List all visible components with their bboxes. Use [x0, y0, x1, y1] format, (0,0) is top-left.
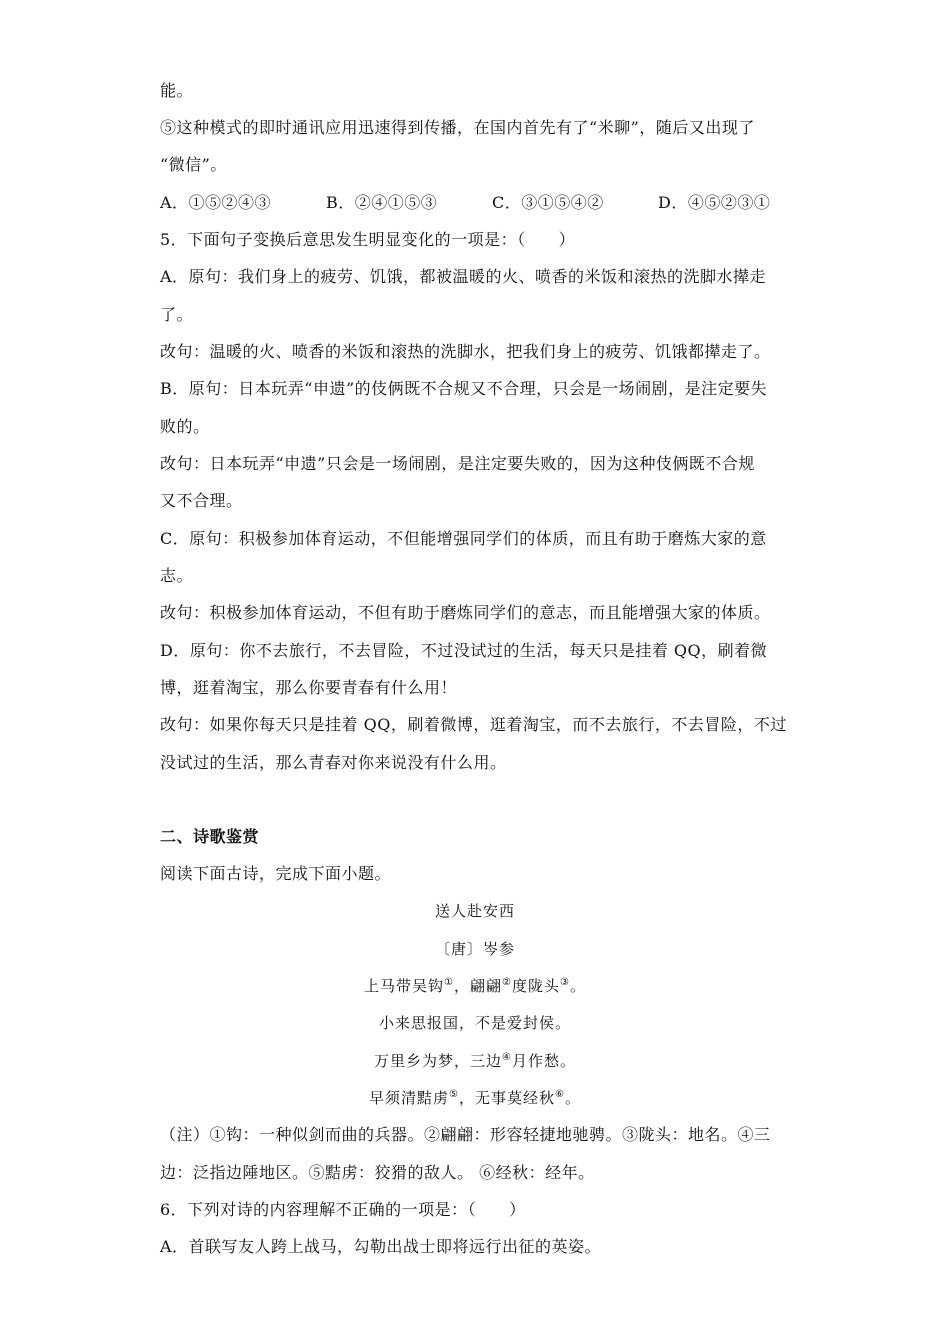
q6-option-a: A．首联写友人跨上战马，勾勒出战士即将远行出征的英姿。	[160, 1237, 602, 1256]
q5-b-revised-line1: 改句：日本玩弄“申遗”只会是一场闹剧，是注定要失败的，因为这种伎俩既不合规	[160, 454, 755, 473]
q5-d-revised-line1: 改句：如果你每天只是挂着 QQ，刷着微博，逛着淘宝，而不去旅行，不去冒险，不过	[160, 715, 787, 734]
q4-options	[160, 192, 800, 214]
q5-c-original-line1: C．原句：积极参加体育运动，不但能增强同学们的体质，而且有助于磨炼大家的意	[160, 529, 767, 548]
q5-a-original-line1: A．原句：我们身上的疲劳、饥饿，都被温暖的火、喷香的米饭和滚热的洗脚水撵走	[160, 267, 767, 286]
q5-b-revised-line2: 又不合理。	[160, 491, 243, 510]
q4-item5-line1: ⑤这种模式的即时通讯应用迅速得到传播，在国内首先有了“米聊”，随后又出现了	[160, 118, 755, 137]
poem-author: 〔唐〕岑参	[434, 940, 515, 958]
section-heading: 二、诗歌鉴赏	[160, 827, 260, 846]
poem-line-4: 早须清黠虏⑤，无事莫经秋⑥。	[369, 1089, 581, 1107]
q4-option-b[interactable]: B．②④①⑤③	[326, 193, 438, 212]
poem-line-2: 小来思报国，不是爱封侯。	[378, 1014, 571, 1032]
q5-c-revised: 改句：积极参加体育运动，不但有助于磨炼同学们的意志，而且能增强大家的体质。	[160, 603, 771, 622]
q4-item5-line2: “微信”。	[160, 155, 227, 174]
q5-b-original-line1: B．原句：日本玩弄“申遗”的伎俩既不合规又不合理，只会是一场闹剧，是注定要失	[160, 379, 768, 398]
poem-notes-line1: （注）①钩：一种似剑而曲的兵器。②翩翩：形容轻捷地驰骋。③陇头：地名。④三	[160, 1125, 771, 1144]
poem-title: 送人赴安西	[434, 902, 515, 920]
poem-line-3: 万里乡为梦，三边④月作愁。	[374, 1052, 576, 1070]
q4-option-d[interactable]: D．④⑤②③①	[658, 193, 771, 212]
section-instruction: 阅读下面古诗，完成下面小题。	[160, 864, 392, 883]
q5-a-original-line2: 了。	[160, 305, 194, 324]
q6-stem: 6．下列对诗的内容理解不正确的一项是：（ ）	[160, 1200, 526, 1219]
q5-b-original-line2: 败的。	[160, 417, 210, 436]
q5-d-revised-line2: 没试过的生活，那么青春对你来说没有什么用。	[160, 753, 507, 772]
q5-c-original-line2: 志。	[160, 566, 194, 585]
q5-stem: 5．下面句子变换后意思发生明显变化的一项是：（ ）	[160, 230, 576, 249]
q4-option-c[interactable]: C．③①⑤④②	[492, 193, 604, 212]
q4-option-a[interactable]: A．①⑤②④③	[160, 193, 272, 212]
q5-d-original-line1: D．原句：你不去旅行，不去冒险，不过没试过的生活，每天只是挂着 QQ，刷着微	[160, 641, 768, 660]
poem-line-1: 上马带吴钩①，翩翩②度陇头③。	[364, 977, 586, 995]
q5-d-original-line2: 博，逛着淘宝，那么你要青春有什么用！	[160, 678, 458, 697]
poem-notes-line2: 边：泛指边陲地区。⑤黠虏：狡猾的敌人。 ⑥经秋：经年。	[160, 1163, 595, 1182]
q5-a-revised: 改句：温暖的火、喷香的米饭和滚热的洗脚水，把我们身上的疲劳、饥饿都撵走了。	[160, 342, 771, 361]
q4-item-tail: 能。	[160, 81, 194, 100]
